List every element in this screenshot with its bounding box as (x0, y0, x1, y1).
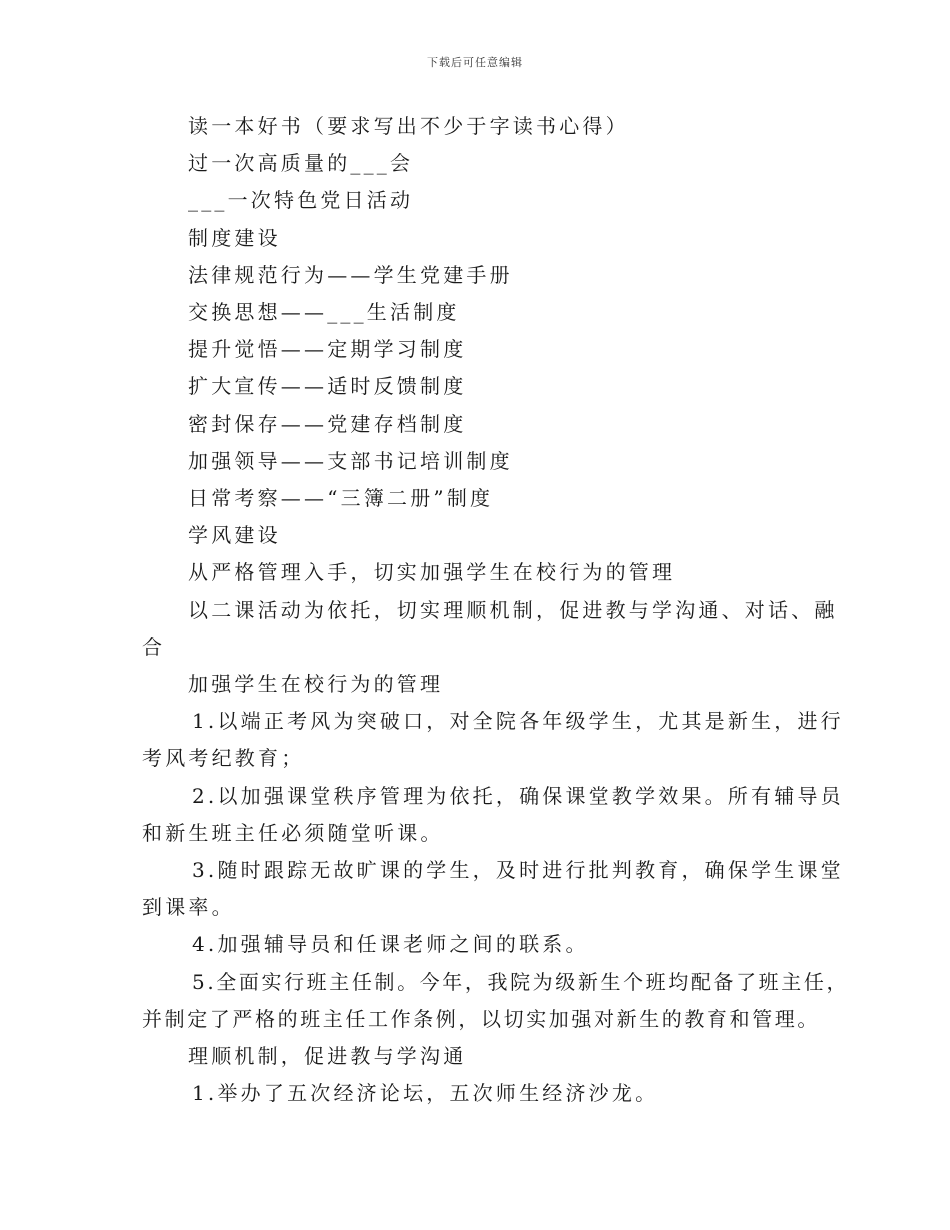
document-body (142, 108, 850, 1112)
paragraph-line: 合 (142, 634, 166, 659)
paragraph-line: 密封保存——党建存档制度 (188, 411, 467, 436)
section-heading: 学风建设 (188, 523, 281, 548)
paragraph-line: 过一次高质量的___会 (188, 151, 414, 176)
paragraph-line: 和新生班主任必须随堂听课。 (142, 820, 444, 845)
numbered-item: 4.加强辅导员和任课老师之间的联系。 (192, 932, 589, 957)
paragraph-line: 以二课活动为依托，切实理顺机制，促进教与学沟通、对话、融 (188, 597, 838, 622)
numbered-item: 2.以加强课堂秩序管理为依托，确保课堂教学效果。所有辅导员 (192, 783, 844, 808)
numbered-item: 1.以端正考风为突破口，对全院各年级学生，尤其是新生，进行 (192, 709, 844, 734)
paragraph-line: 交换思想——___生活制度 (188, 300, 460, 325)
paragraph-line: 并制定了严格的班主任工作条例，以切实加强对新生的教育和管理。 (142, 1006, 820, 1031)
subsection-heading: 加强学生在校行为的管理 (188, 672, 444, 697)
paragraph-line: 到课率。 (142, 895, 235, 920)
paragraph-line: 加强领导——支部书记培训制度 (188, 448, 513, 473)
page-header: 下载后可任意编辑 (427, 56, 523, 69)
paragraph-line: 读一本好书（要求写出不少于字读书心得） (188, 114, 629, 138)
paragraph-line: 考风考纪教育； (142, 746, 305, 771)
paragraph-line: 日常考察——“三簿二册”制度 (188, 486, 494, 511)
numbered-item: 5.全面实行班主任制。今年，我院为级新生个班均配备了班主任， (192, 969, 850, 994)
numbered-item: 3.随时跟踪无故旷课的学生，及时进行批判教育，确保学生课堂 (192, 858, 844, 883)
paragraph-line: 法律规范行为——学生党建手册 (188, 262, 513, 287)
section-heading: 制度建设 (188, 225, 281, 250)
paragraph-line: 提升觉悟——定期学习制度 (188, 337, 467, 362)
subsection-heading: 理顺机制，促进教与学沟通 (188, 1044, 467, 1069)
paragraph-line: 扩大宣传——适时反馈制度 (188, 374, 467, 399)
numbered-item: 1.举办了五次经济论坛，五次师生经济沙龙。 (192, 1081, 659, 1106)
paragraph-line: ___一次特色党日活动 (188, 188, 414, 213)
paragraph-line: 从严格管理入手，切实加强学生在校行为的管理 (188, 560, 676, 585)
